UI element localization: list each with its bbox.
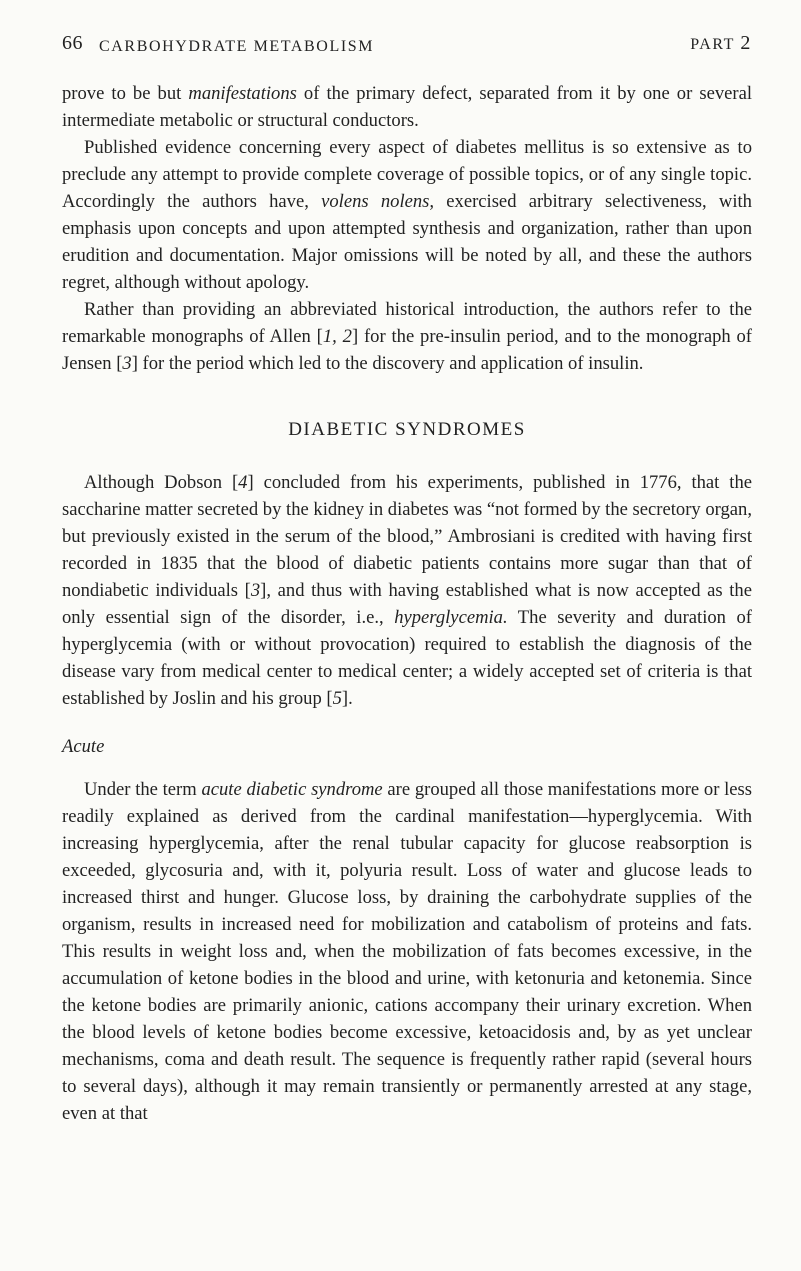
citation-ref: 1, 2 bbox=[322, 326, 352, 347]
intro-paragraph-3: Rather than providing an abbreviated historical introduction, the authors refer to the remarkable monographs of Allen [1, 2] for the pre-insulin period, and to the monograph of Jensen [3] for the period which led to the discovery and application of insulin. bbox=[62, 299, 752, 374]
subsection-paragraph-1: Under the term acute diabetic syndrome are grouped all those manifestations more or less readily explained as derived from the cardinal manifestation—hyperglycemia. With increasing hyperglycemia, after the renal tubular capacity for glucose reabsorption is exceeded, glycosuria and, with it, polyuria result. Loss of water and glucose leads to increased thirst and hunger. Glucose loss, by draining the carbohydrate supplies of the organism, results in increased need for mobilization and catabolism of proteins and fats. This results in weight loss and, when the mobilization of fats becomes excessive, in the accumulation of ketone bodies in the blood and urine, with ketonuria and ketonemia. Since the ketone bodies are primarily anionic, cations accompany their urinary excretion. When the blood levels of ketone bodies become excessive, ketoacidosis and, by as yet unclear mechanisms, coma and death result. The sequence is frequently rather rapid (several hours to several days), although it may remain transiently or permanently arrested at any stage, even at that bbox=[62, 779, 753, 1124]
citation-ref: 3 bbox=[250, 580, 261, 601]
part-label-text: PART bbox=[690, 36, 735, 53]
chapter-title: CARBOHYDRATE METABOLISM bbox=[99, 38, 375, 55]
section-paragraph-1: Although Dobson [4] concluded from his experiments, published in 1776, that the saccharine matter secreted by the kidney in diabetes was “not formed by the secretory organ, but previously existed in the serum of the blood,” Ambrosiani is credited with having first recorded in 1835 that the blood of diabetic patients contains more sugar than that of nondiabetic individuals [3], and thus with having established what is now accepted as the only essential sign of the disorder, i.e., hyperglycemia. The severity and duration of hyperglycemia (with or without provocation) required to establish the diagnosis of the disease vary from medical center to medical center; a widely accepted set of criteria is that established by Joslin and his group [5]. bbox=[62, 472, 752, 709]
part-label bbox=[690, 32, 752, 55]
italic-term: volens nolens, bbox=[321, 191, 435, 212]
intro-paragraph-2: Published evidence concerning every aspect of diabetes mellitus is so extensive as to preclude any attempt to provide complete coverage of possible topics, or of any single topic. Accordingly the authors have, volens nolens, exercised arbitrary selectiveness, with emphasis upon concepts and upon attempted synthesis and organization, rather than upon erudition and documentation. Major omissions will be noted by all, and these the authors regret, although without apology. bbox=[62, 137, 752, 293]
citation-ref: 5 bbox=[332, 688, 342, 709]
intro-paragraph-1: prove to be but manifestations of the primary defect, separated from it by one or several intermediate metabolic or structural conductors. bbox=[62, 83, 752, 131]
citation-ref: 4 bbox=[238, 472, 248, 493]
book-page bbox=[62, 32, 752, 1127]
italic-term: acute diabetic syndrome bbox=[201, 779, 383, 800]
running-head bbox=[62, 32, 752, 60]
italic-term: hyperglycemia. bbox=[394, 607, 508, 628]
part-number: 2 bbox=[740, 32, 752, 54]
subsection-heading: Acute bbox=[62, 736, 105, 757]
italic-term: manifestations bbox=[188, 83, 297, 104]
citation-ref: 3 bbox=[122, 353, 132, 374]
page-number: 66 bbox=[62, 32, 83, 54]
section-heading: DIABETIC SYNDROMES bbox=[288, 419, 526, 440]
